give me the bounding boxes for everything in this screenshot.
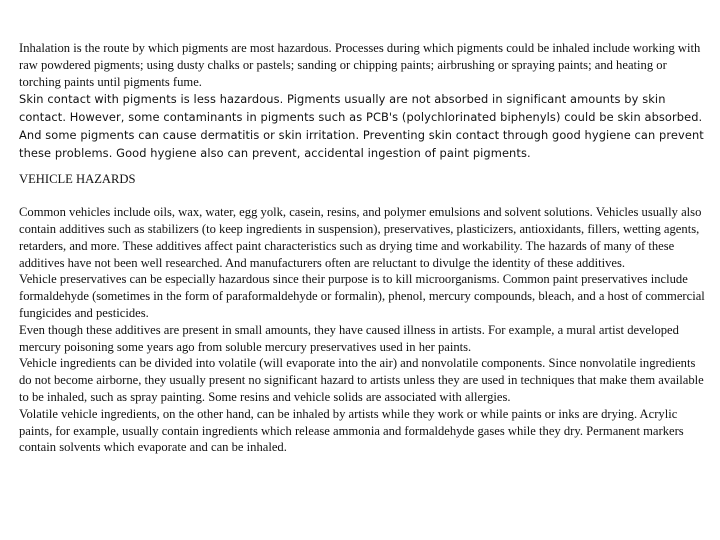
paragraph-volatile-ingredients: Volatile vehicle ingredients, on the other hand, can be inhaled by artists while they work or while paints or inks are drying. Acrylic paints, for example, usually contain ingredients which release ammonia and formaldehyde gases while they dry. Permanent markers contain solvents which evaporate and can be inhaled. (19, 406, 684, 455)
paragraph-volatile-nonvolatile: Vehicle ingredients can be divided into volatile (will evaporate into the air) and nonvolatile components. Since nonvolatile ingredients do not become airborne, they usually present no significant hazard to artists unless they are used in techniques that make them available to be inhaled, such as spray painting. Some resins and vehicle solids are associated with allergies. (19, 356, 704, 404)
intro-paragraph: Inhalation is the route by which pigments are most hazardous. Processes during which pigments could be inhaled include working with raw powdered pigments; using dusty chalks or pastels; sanding or chipping paints; airbrushing or spraying paints; and heating or torching paints until pigments fume. (19, 41, 701, 89)
paragraph-illness: Even though these additives are present in small amounts, they have caused illness in artists. For example, a mural artist developed mercury poisoning some years ago from soluble mercury preservatives used in her paints. (19, 322, 679, 354)
document-page (19, 40, 705, 456)
section-heading: VEHICLE HAZARDS (19, 172, 136, 187)
paragraph-vehicles: Common vehicles include oils, wax, water, egg yolk, casein, resins, and polymer emulsions and solvent solutions. Vehicles usually also contain additives such as stabilizers (to keep ingredients in suspension), preservatives, plasticizers, antioxidants, fillers, wetting agents, retarders, and more. These additives affect paint characteristics such as drying time and workability. The hazards of many of these additives have not been well researched. And manufacturers often are reluctant to divulge the identity of these additives. (19, 205, 702, 270)
skin-contact-paragraph: Skin contact with pigments is less hazardous. Pigments usually are not absorbed in significant amounts by skin contact. However, some contaminants in pigments such as PCB's (polychlorinated biphenyls) could be skin absorbed. And some pigments can cause dermatitis or skin irritation. Preventing skin contact through good hygiene can prevent these problems. Good hygiene also can prevent, accidental ingestion of paint pigments. (19, 92, 704, 161)
paragraph-preservatives: Vehicle preservatives can be especially hazardous since their purpose is to kill microorganisms. Common paint preservatives include formaldehyde (sometimes in the form of paraformaldehyde or formalin), phenol, mercury compounds, bleach, and a host of commercial fungicides and pesticides. (19, 272, 705, 320)
